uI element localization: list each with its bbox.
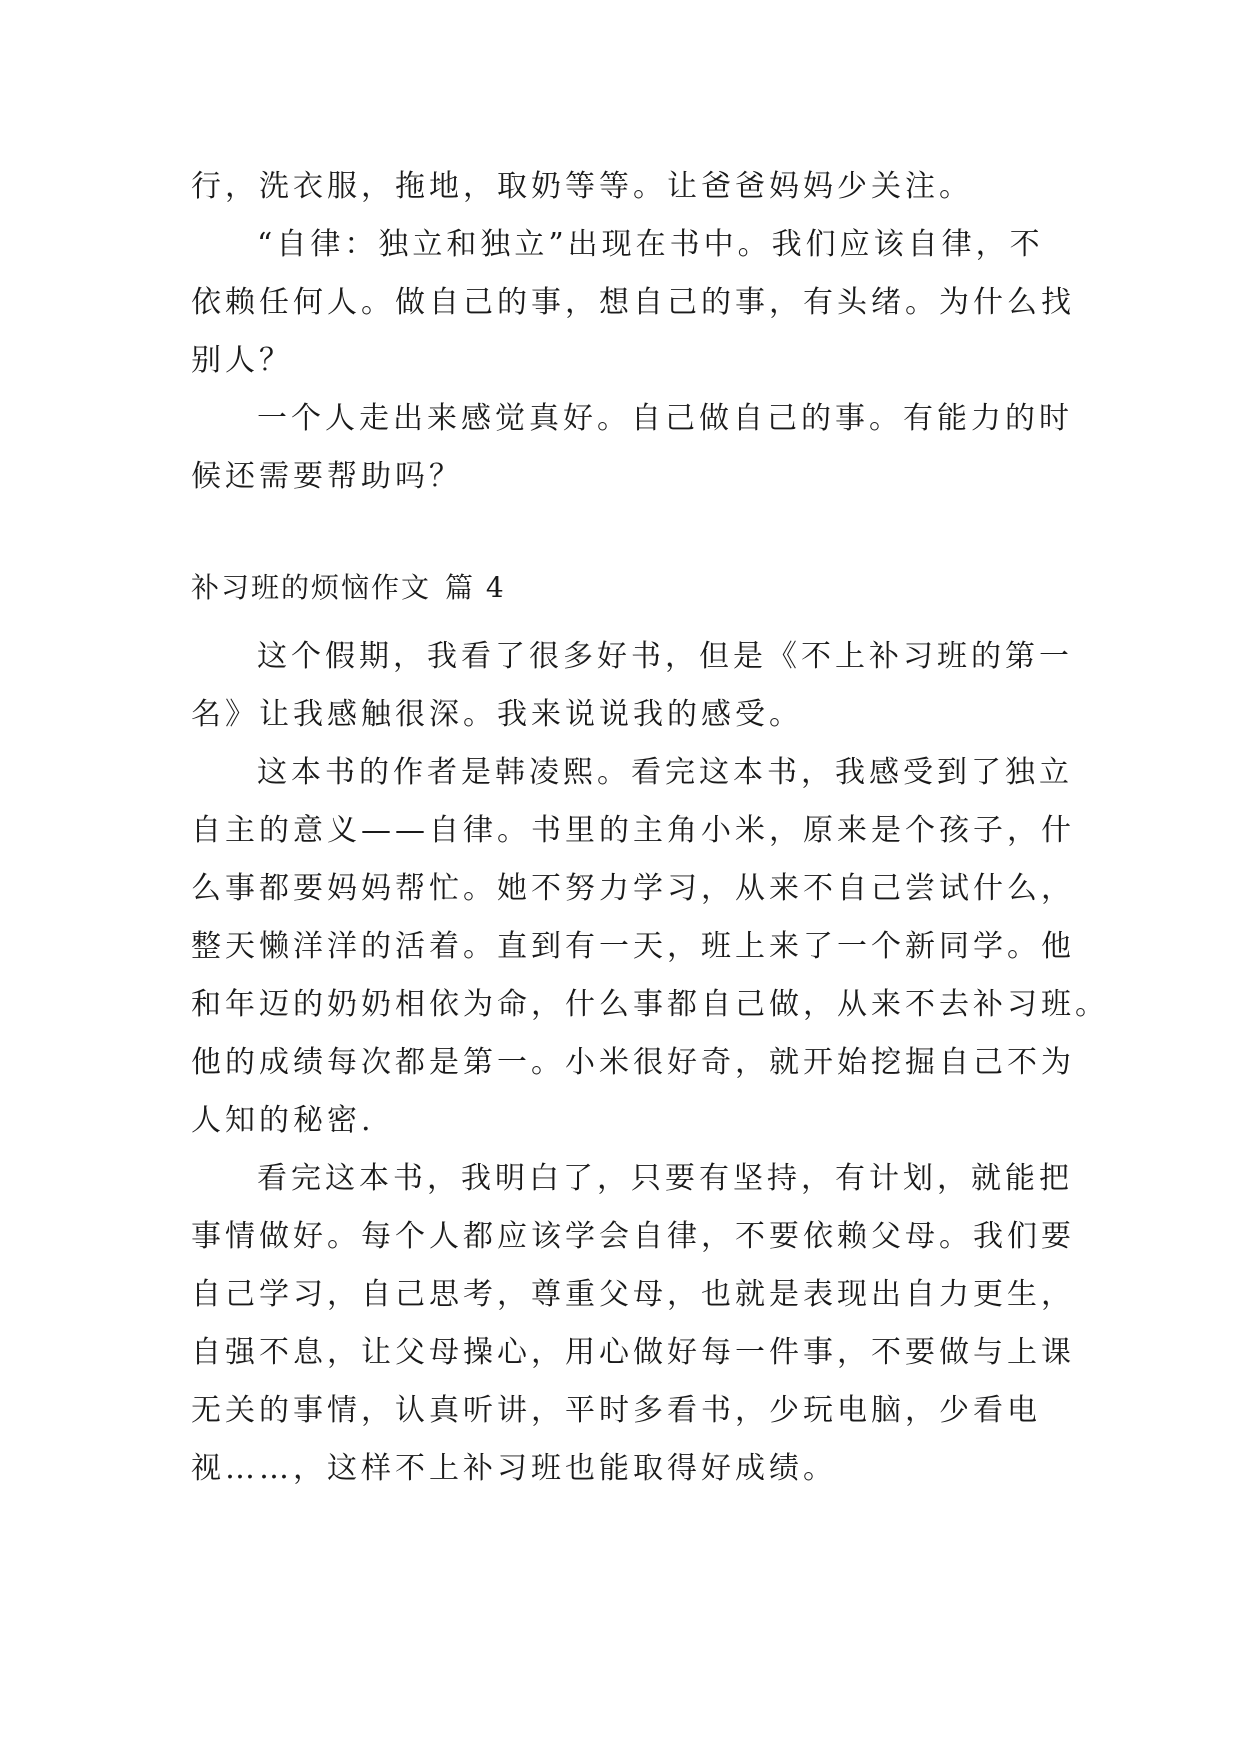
- text-line: 和年迈的奶奶相依为命，什么事都自己做，从来不去补习班。: [191, 987, 1109, 1022]
- section-heading: [191, 568, 506, 608]
- text-line: 视……，这样不上补习班也能取得好成绩。: [191, 1451, 837, 1486]
- text-line: 事情做好。每个人都应该学会自律，不要依赖父母。我们要: [191, 1219, 1075, 1254]
- text-line: 依赖任何人。做自己的事，想自己的事，有头绪。为什么找: [191, 285, 1075, 320]
- paragraph-block-main: [191, 628, 1109, 1498]
- text-line: 他的成绩每次都是第一。小米很好奇，就开始挖掘自己不为: [191, 1045, 1075, 1080]
- text-line: 行，洗衣服，拖地，取奶等等。让爸爸妈妈少关注。: [191, 169, 973, 204]
- text-line: 人知的秘密.: [191, 1103, 375, 1138]
- text-line: 候还需要帮助吗？: [191, 459, 463, 494]
- text-line: 自己学习，自己思考，尊重父母，也就是表现出自力更生，: [191, 1277, 1075, 1312]
- section-number: 篇 4: [445, 571, 506, 604]
- text-line: 名》让我感触很深。我来说说我的感受。: [191, 697, 803, 732]
- text-line: 么事都要妈妈帮忙。她不努力学习，从来不自己尝试什么，: [191, 871, 1075, 906]
- text-line: “自律：独立和独立”出现在书中。我们应该自律，不: [257, 227, 1044, 262]
- text-line: 整天懒洋洋的活着。直到有一天，班上来了一个新同学。他: [191, 929, 1075, 964]
- text-line: 一个人走出来感觉真好。自己做自己的事。有能力的时: [257, 401, 1073, 436]
- text-line: 这本书的作者是韩凌熙。看完这本书，我感受到了独立: [257, 755, 1073, 790]
- text-line: 自主的意义——自律。书里的主角小米，原来是个孩子，什: [191, 813, 1075, 848]
- text-line: 这个假期，我看了很多好书，但是《不上补习班的第一: [257, 639, 1073, 674]
- text-line: 看完这本书，我明白了，只要有坚持，有计划，就能把: [257, 1161, 1073, 1196]
- paragraph-block-top: [191, 158, 1075, 506]
- text-line: 自强不息，让父母操心，用心做好每一件事，不要做与上课: [191, 1335, 1075, 1370]
- text-line: 无关的事情，认真听讲，平时多看书，少玩电脑，少看电: [191, 1393, 1041, 1428]
- section-title: 补习班的烦恼作文: [191, 571, 432, 604]
- text-line: 别人？: [191, 343, 293, 378]
